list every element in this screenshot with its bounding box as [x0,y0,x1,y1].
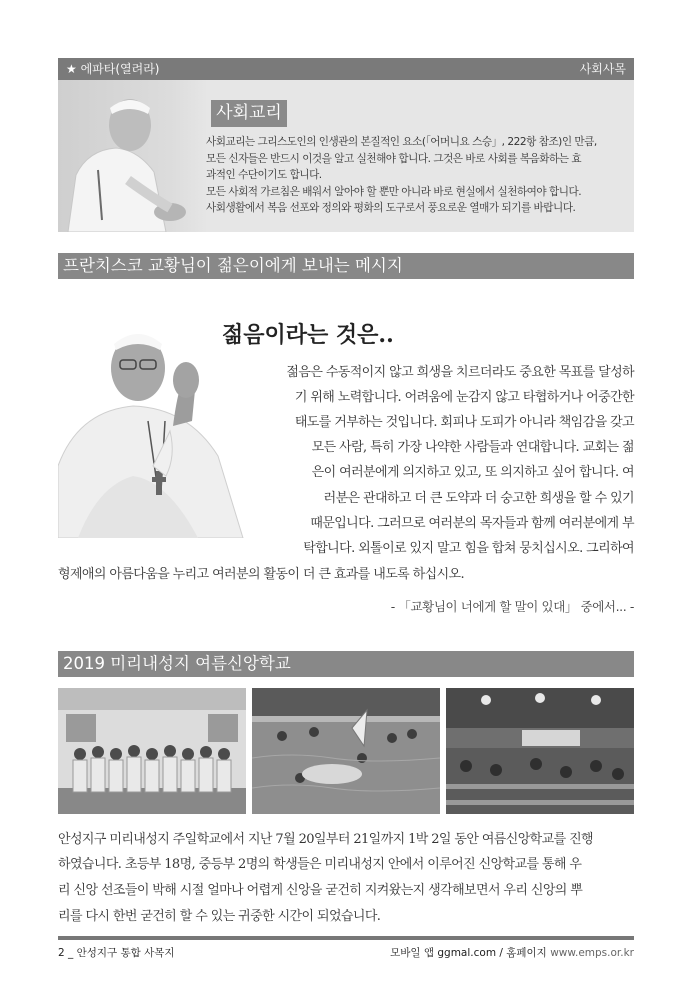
header-bar [58,58,634,80]
message-line: 탁합니다. 외톨이로 있지 말고 힘을 합쳐 뭉치십시오. 그리하여 [303,541,634,556]
section-label: ★ 에파타(열려라) [66,62,160,76]
pope-section-bar: 프란치스코 교황님이 젊은이에게 보내는 메시지 [58,253,634,279]
message-line: 젊음은 수동적이지 않고 희생을 치르더라도 중요한 목표를 달성하 [286,365,634,380]
message-source: - 「교황님이 너에게 할 말이 있대」 중에서... - [390,599,634,614]
camp-photo-pool [252,688,440,814]
camp-photo-group [58,688,246,814]
text-line: 과적인 수단이기도 합니다. [206,169,322,182]
pope-waving-photo [58,316,248,538]
social-teaching-text [206,134,630,217]
category-label: 사회사목 [579,62,626,76]
pope-praying-photo [58,80,208,232]
footer-rule [58,936,634,940]
social-teaching-box [58,80,634,232]
message-line: 은이 여러분에게 의지하고 있고, 또 의지하고 싶어 합니다. 여 [311,465,634,480]
footer-app-homepage: 모바일 앱 ggmal.com / 홈페이지 [390,947,547,959]
text-line: 사회교리는 그리스도인의 인생관의 본질적인 요소(「어머니요 스승」, 222항 참조)인 만큼, [206,136,597,148]
footer-links [390,945,634,960]
camp-text-line: 리 신앙 선조들이 박해 시절 얼마나 어렵게 신앙을 굳건히 지켜왔는지 생각해보면서 우리 신앙의 뿌 [58,883,583,898]
message-line: 태도를 거부하는 것입니다. 회피나 도피가 아니라 책임감을 갖고 [294,415,634,430]
camp-photo-hall [446,688,634,814]
message-title: 젊음이라는 것은.. [222,322,394,348]
text-line: 모든 사회적 가르침은 배워서 알아야 할 뿐만 아니라 바로 현실에서 실천하여야 합니다. [206,185,582,198]
camp-section-bar: 2019 미리내성지 여름신앙학교 [58,651,634,677]
message-line: 때문입니다. 그러므로 여러분의 목자들과 함께 여러분에게 부 [310,516,634,531]
camp-text-line: 리를 다시 한번 굳건히 할 수 있는 귀중한 시간이 되었습니다. [58,909,381,924]
message-line-last: 형제애의 아름다움을 누리고 여러분의 활동이 더 큰 효과를 내도록 하십시오. [58,567,465,582]
footer-page-info: 2 _ 안성지구 통합 사목지 [58,947,175,959]
footer-url[interactable]: www.emps.or.kr [550,947,634,959]
social-teaching-title: 사회교리 [211,100,287,127]
message-line: 러분은 관대하고 더 큰 도약과 더 숭고한 희생을 할 수 있기 [323,491,634,506]
camp-text-line: 하였습니다. 초등부 18명, 중등부 2명의 학생들은 미리내성지 안에서 이루어진 신앙학교를 통해 우 [58,857,582,872]
camp-text-line: 안성지구 미리내성지 주일학교에서 지난 7월 20일부터 21일까지 1박 2일 동안 여름신앙학교를 진행 [58,832,593,847]
message-line: 기 위해 노력합니다. 어려움에 눈감지 않고 타협하거나 어중간한 [294,390,634,405]
message-line: 모든 사람, 특히 가장 나약한 사람들과 연대합니다. 교회는 젊 [311,440,634,455]
text-line: 사회생활에서 복음 선포와 정의와 평화의 도구로서 풍요로운 열매가 되기를 바랍니다. [206,202,576,215]
text-line: 모든 신자들은 반드시 이것을 알고 실천해야 합니다. 그것은 바로 사회를 복음화하는 효 [206,152,582,165]
